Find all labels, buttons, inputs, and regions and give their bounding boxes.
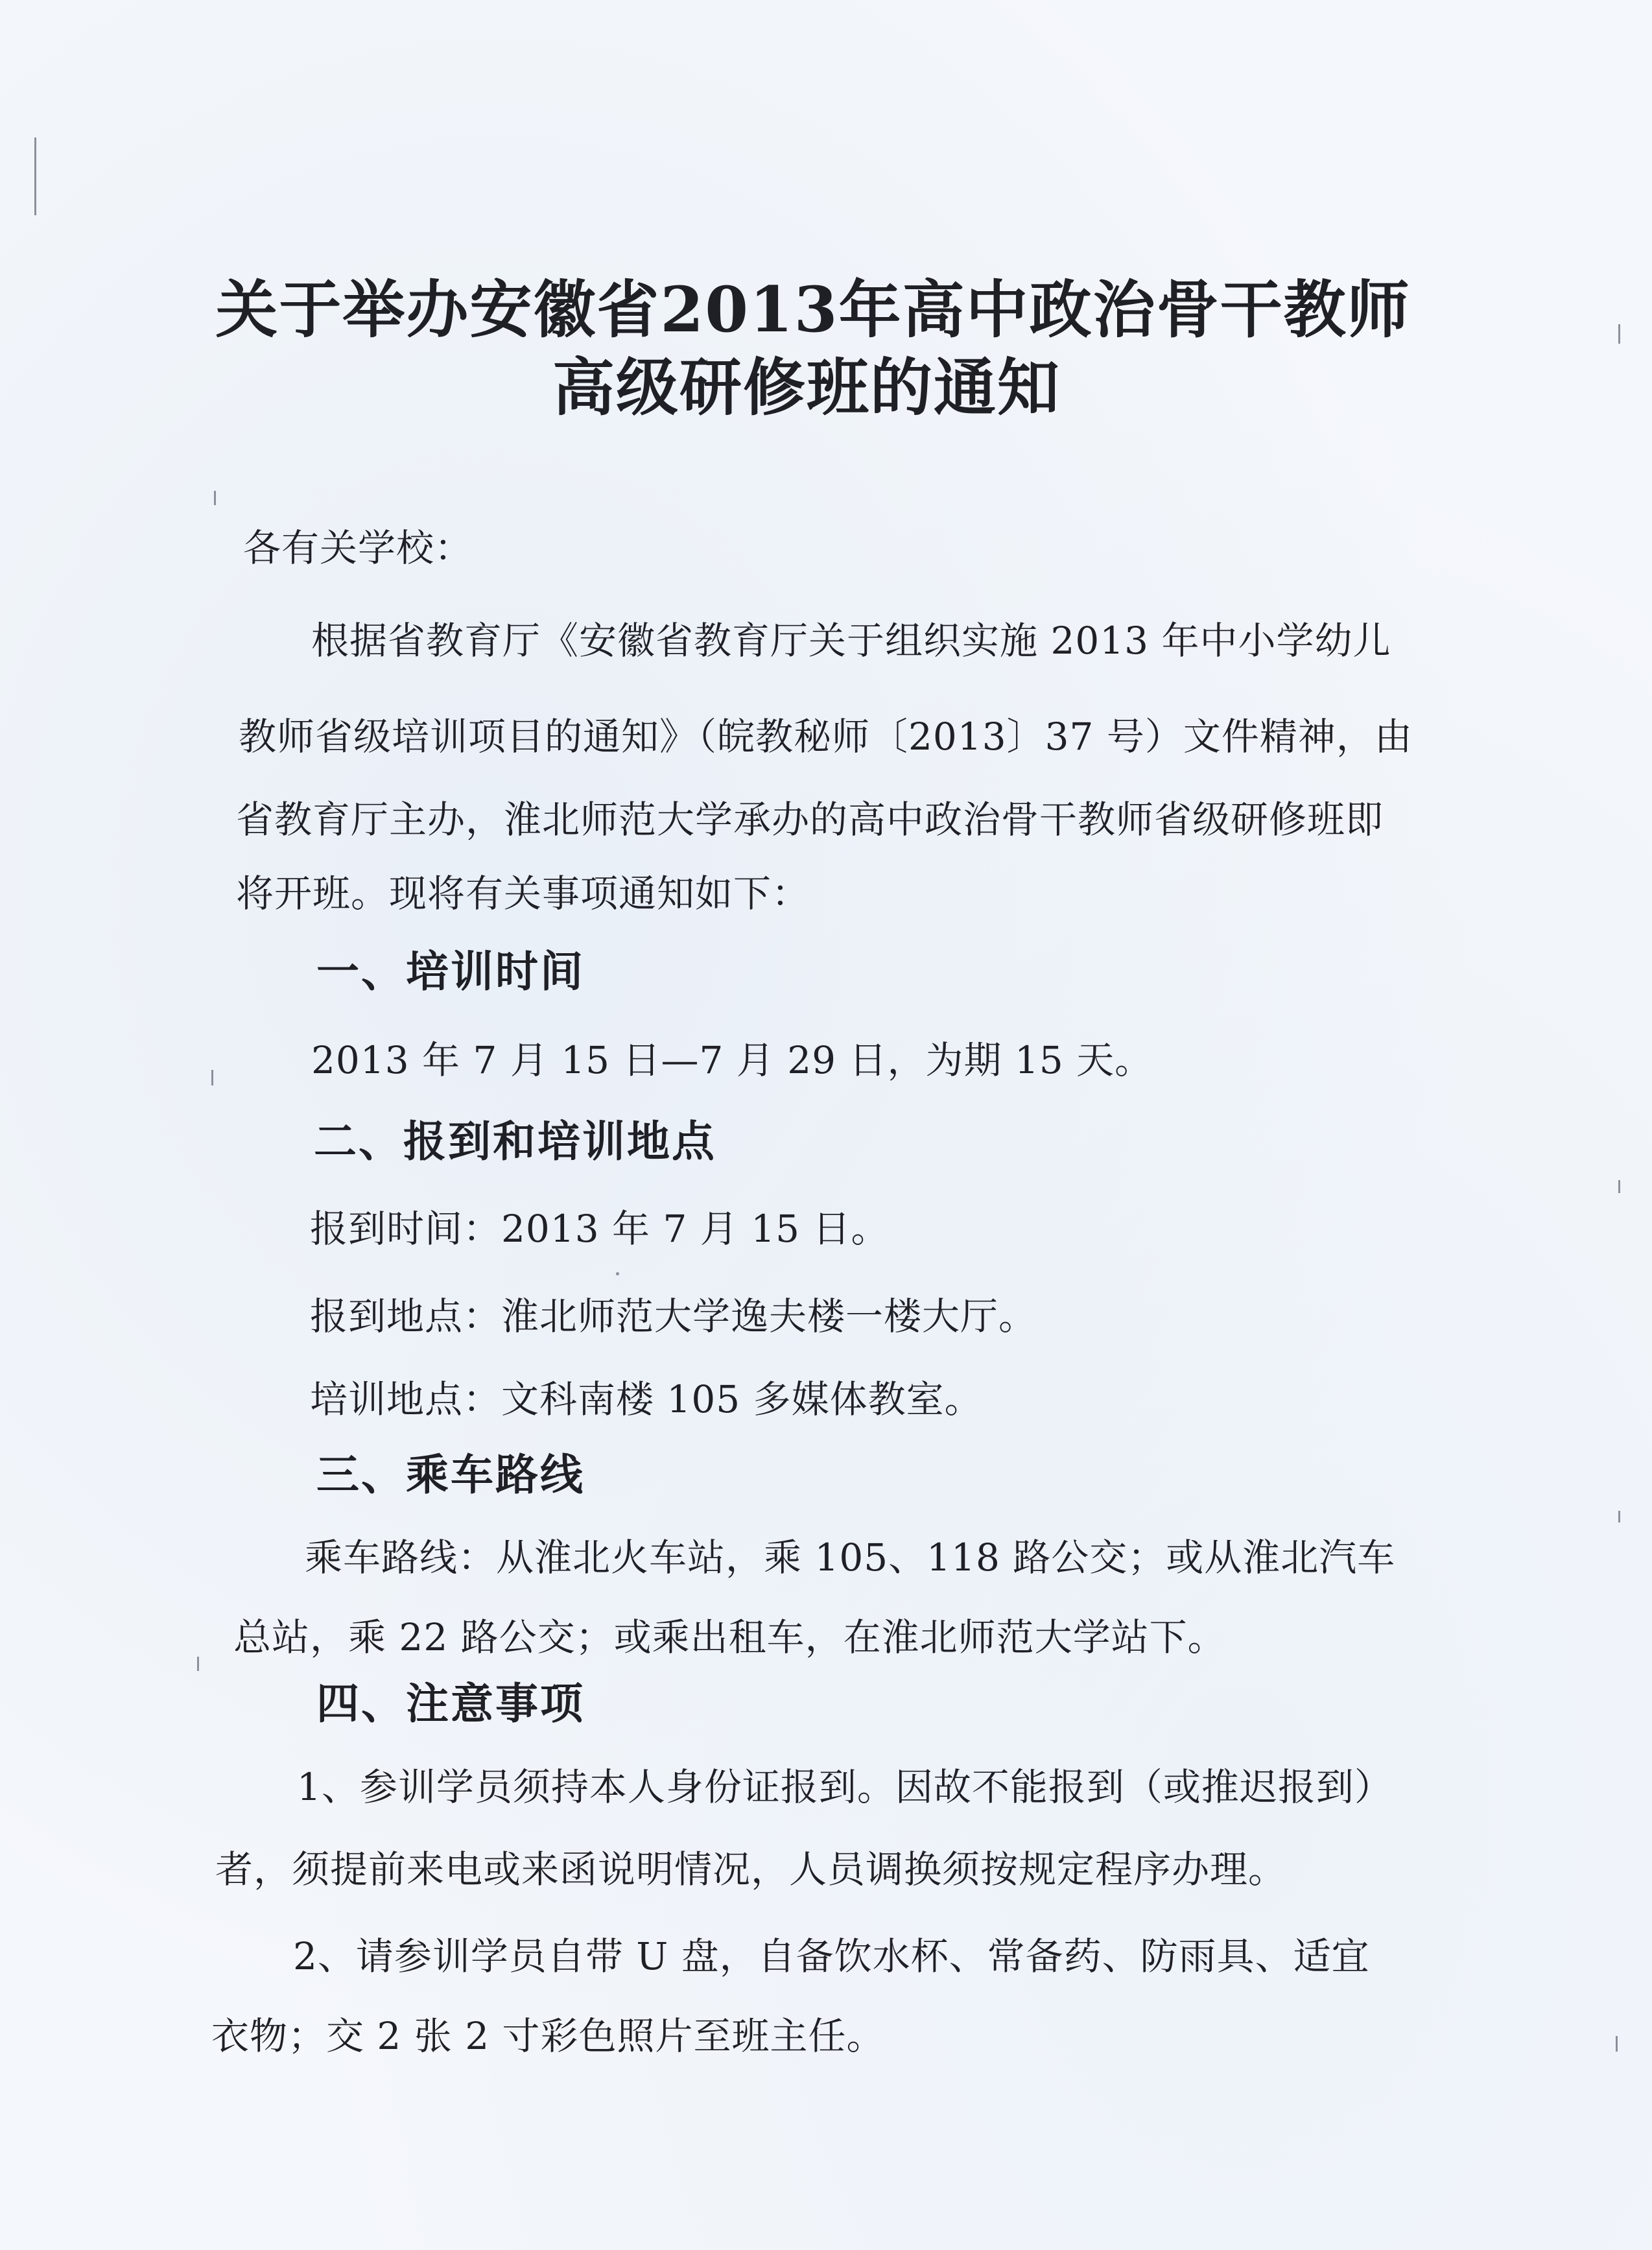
scan-speck: [1618, 1511, 1620, 1522]
section-heading-training-time: 一、培训时间: [316, 946, 585, 997]
scan-speck: [1616, 2036, 1618, 2052]
scan-speck: [616, 1272, 619, 1275]
scan-speck: [34, 137, 36, 215]
scan-speck: [1618, 1180, 1620, 1193]
section-line: 2013 年 7 月 15 日—7 月 29 日，为期 15 天。: [311, 1038, 1153, 1082]
section-heading-registration-location: 二、报到和培训地点: [314, 1116, 716, 1166]
intro-line: 根据省教育厅《安徽省教育厅关于组织实施 2013 年中小学幼儿: [311, 619, 1391, 663]
document-title-line1: 关于举办安徽省2013年高中政治骨干教师: [215, 273, 1411, 346]
scan-speck: [211, 1070, 213, 1085]
section-line: 报到时间：2013 年 7 月 15 日。: [310, 1207, 890, 1251]
salutation: 各有关学校：: [243, 526, 473, 570]
intro-line: 教师省级培训项目的通知》（皖教秘师〔2013〕37 号）文件精神，由: [239, 715, 1413, 759]
section-line: 总站，乘 22 路公交；或乘出租车，在淮北师范大学站下。: [233, 1615, 1226, 1659]
section-line: 1、参训学员须持本人身份证报到。因故不能报到（或推迟报到）: [297, 1765, 1393, 1809]
section-line: 报到地点：淮北师范大学逸夫楼一楼大厅。: [310, 1294, 1037, 1338]
scan-speck: [214, 491, 216, 505]
intro-line: 省教育厅主办，淮北师范大学承办的高中政治骨干教师省级研修班即: [236, 798, 1384, 842]
section-line: 者，须提前来电或来函说明情况，人员调换须按规定程序办理。: [215, 1847, 1287, 1891]
section-line: 培训地点：文科南楼 105 多媒体教室。: [310, 1377, 983, 1421]
section-line: 衣物；交 2 张 2 寸彩色照片至班主任。: [211, 2014, 885, 2058]
section-line: 2、请参训学员自带 U 盘，自备饮水杯、常备药、防雨具、适宜: [293, 1934, 1370, 1978]
intro-line: 将开班。现将有关事项通知如下：: [236, 871, 810, 916]
scan-speck: [197, 1657, 199, 1671]
section-heading-transport-route: 三、乘车路线: [316, 1449, 585, 1500]
section-heading-notes: 四、注意事项: [316, 1678, 585, 1729]
document-title-line2: 高级研修班的通知: [552, 351, 1061, 424]
section-line: 乘车路线：从淮北火车站，乘 105、118 路公交；或从淮北汽车: [305, 1535, 1396, 1580]
